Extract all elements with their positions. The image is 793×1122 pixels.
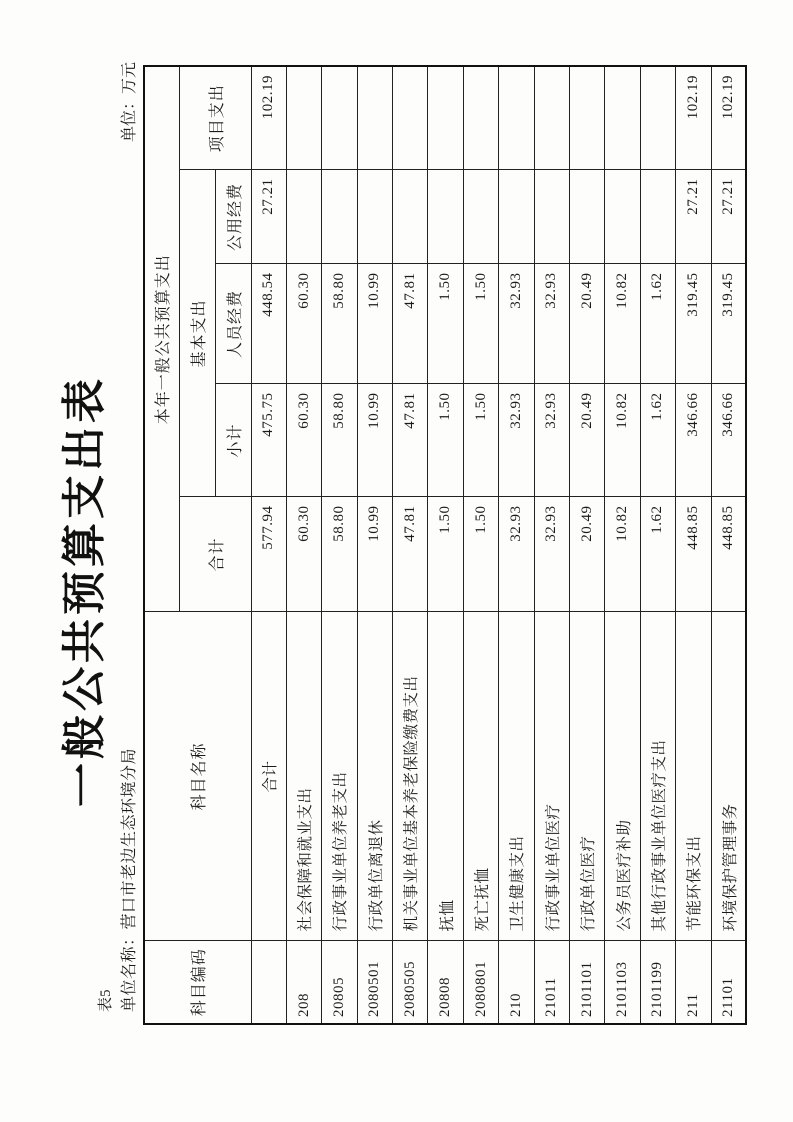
total-cell: 32.93	[534, 497, 569, 612]
personnel-expense-cell: 60.30	[286, 264, 321, 384]
header-total: 合计	[179, 497, 251, 612]
total-cell: 20.49	[570, 497, 605, 612]
subtotal-cell: 1.50	[428, 384, 463, 497]
public-expense-cell	[640, 170, 675, 264]
project-expense-cell	[428, 66, 463, 170]
personnel-expense-cell: 1.62	[640, 264, 675, 384]
project-expense-cell: 102.19	[711, 66, 746, 170]
project-expense-cell	[393, 66, 428, 170]
subject-name-cell: 环境保护管理事务	[711, 612, 746, 941]
subject-name-cell: 卫生健康支出	[499, 612, 534, 941]
table-header	[144, 66, 251, 1024]
total-cell: 10.99	[357, 497, 392, 612]
subject-code-cell: 20808	[428, 941, 463, 1024]
project-expense-cell	[463, 66, 498, 170]
table-row	[534, 66, 569, 1024]
subject-name-cell: 公务员医疗补助	[605, 612, 640, 941]
public-expense-cell	[570, 170, 605, 264]
personnel-expense-cell: 58.80	[322, 264, 357, 384]
public-expense-cell	[463, 170, 498, 264]
total-cell: 1.50	[463, 497, 498, 612]
public-expense-cell	[322, 170, 357, 264]
subject-name-cell: 合计	[251, 612, 286, 941]
subject-name-cell: 社会保障和就业支出	[286, 612, 321, 941]
header-project-expense: 项目支出	[179, 66, 251, 170]
subtotal-cell: 346.66	[676, 384, 711, 497]
subtotal-cell: 47.81	[393, 384, 428, 497]
subject-code-cell	[251, 941, 286, 1024]
total-cell: 448.85	[711, 497, 746, 612]
table-row	[463, 66, 498, 1024]
unit-of-measure: 单位：万元	[121, 62, 138, 143]
personnel-expense-cell: 10.82	[605, 264, 640, 384]
subtotal-cell: 346.66	[711, 384, 746, 497]
unit-name: 单位名称：营口市老边生态环境分局	[121, 747, 138, 1012]
subject-code-cell: 2080505	[393, 941, 428, 1024]
personnel-expense-cell: 319.45	[711, 264, 746, 384]
public-expense-cell: 27.21	[711, 170, 746, 264]
subject-name-cell: 机关事业单位基本养老保险缴费支出	[393, 612, 428, 941]
total-cell: 47.81	[393, 497, 428, 612]
subtotal-cell: 32.93	[534, 384, 569, 497]
total-cell: 577.94	[251, 497, 286, 612]
subtotal-cell: 32.93	[499, 384, 534, 497]
subtotal-cell: 475.75	[251, 384, 286, 497]
table-row	[676, 66, 711, 1024]
personnel-expense-cell: 32.93	[534, 264, 569, 384]
subtotal-cell: 1.50	[463, 384, 498, 497]
project-expense-cell	[357, 66, 392, 170]
project-expense-cell: 102.19	[251, 66, 286, 170]
header-current-year-span: 本年一般公共预算支出	[144, 66, 179, 612]
table-row	[251, 66, 286, 1024]
project-expense-cell	[499, 66, 534, 170]
subject-name-cell: 行政事业单位养老支出	[322, 612, 357, 941]
subject-code-cell: 2080801	[463, 941, 498, 1024]
subject-code-cell: 2101103	[605, 941, 640, 1024]
subtotal-cell: 1.62	[640, 384, 675, 497]
public-expense-cell	[605, 170, 640, 264]
personnel-expense-cell: 1.50	[463, 264, 498, 384]
table-row	[322, 66, 357, 1024]
total-cell: 1.50	[428, 497, 463, 612]
public-expense-cell: 27.21	[676, 170, 711, 264]
public-expense-cell	[357, 170, 392, 264]
table-row	[640, 66, 675, 1024]
subject-name-cell: 抚恤	[428, 612, 463, 941]
subject-name-cell: 节能环保支出	[676, 612, 711, 941]
public-expense-cell	[499, 170, 534, 264]
subject-code-cell: 2101199	[640, 941, 675, 1024]
table-row	[393, 66, 428, 1024]
public-expense-cell: 27.21	[251, 170, 286, 264]
table-number: 表5	[98, 989, 114, 1012]
total-cell: 32.93	[499, 497, 534, 612]
subtotal-cell: 60.30	[286, 384, 321, 497]
project-expense-cell: 102.19	[676, 66, 711, 170]
project-expense-cell	[570, 66, 605, 170]
subtotal-cell: 10.82	[605, 384, 640, 497]
table-row	[605, 66, 640, 1024]
public-expense-cell	[393, 170, 428, 264]
project-expense-cell	[286, 66, 321, 170]
subject-code-cell: 208	[286, 941, 321, 1024]
subject-code-cell: 2101101	[570, 941, 605, 1024]
table-row	[711, 66, 746, 1024]
total-cell: 60.30	[286, 497, 321, 612]
project-expense-cell	[534, 66, 569, 170]
personnel-expense-cell: 448.54	[251, 264, 286, 384]
table-row	[357, 66, 392, 1024]
budget-table	[143, 65, 747, 1025]
header-personnel-expense: 人员经费	[215, 264, 251, 384]
personnel-expense-cell: 20.49	[570, 264, 605, 384]
personnel-expense-cell: 319.45	[676, 264, 711, 384]
header-subject-code: 科目编码	[144, 941, 251, 1024]
personnel-expense-cell: 10.99	[357, 264, 392, 384]
public-expense-cell	[534, 170, 569, 264]
header-public-expense: 公用经费	[215, 170, 251, 264]
project-expense-cell	[605, 66, 640, 170]
subject-code-cell: 211	[676, 941, 711, 1024]
subject-name-cell: 行政单位医疗	[570, 612, 605, 941]
table-body	[251, 66, 746, 1024]
personnel-expense-cell: 32.93	[499, 264, 534, 384]
subtotal-cell: 20.49	[570, 384, 605, 497]
table-row	[570, 66, 605, 1024]
subtotal-cell: 58.80	[322, 384, 357, 497]
project-expense-cell	[322, 66, 357, 170]
header-subject-name: 科目名称	[144, 612, 251, 941]
header-subtotal: 小计	[215, 384, 251, 497]
subject-code-cell: 210	[499, 941, 534, 1024]
table-row	[499, 66, 534, 1024]
total-cell: 58.80	[322, 497, 357, 612]
total-cell: 1.62	[640, 497, 675, 612]
subject-code-cell: 2080501	[357, 941, 392, 1024]
subject-name-cell: 其他行政事业单位医疗支出	[640, 612, 675, 941]
total-cell: 448.85	[676, 497, 711, 612]
personnel-expense-cell: 47.81	[393, 264, 428, 384]
personnel-expense-cell: 1.50	[428, 264, 463, 384]
header-row-1	[144, 66, 179, 1024]
subject-name-cell: 行政单位离退休	[357, 612, 392, 941]
public-expense-cell	[286, 170, 321, 264]
table-row	[428, 66, 463, 1024]
subject-name-cell: 死亡抚恤	[463, 612, 498, 941]
subtotal-cell: 10.99	[357, 384, 392, 497]
subject-code-cell: 21101	[711, 941, 746, 1024]
public-expense-cell	[428, 170, 463, 264]
subject-code-cell: 20805	[322, 941, 357, 1024]
table-row	[286, 66, 321, 1024]
project-expense-cell	[640, 66, 675, 170]
header-basic-expense-span: 基本支出	[179, 170, 215, 497]
subject-name-cell: 行政事业单位医疗	[534, 612, 569, 941]
subject-code-cell: 21011	[534, 941, 569, 1024]
total-cell: 10.82	[605, 497, 640, 612]
page-title: 一般公共预算支出表	[60, 375, 109, 807]
